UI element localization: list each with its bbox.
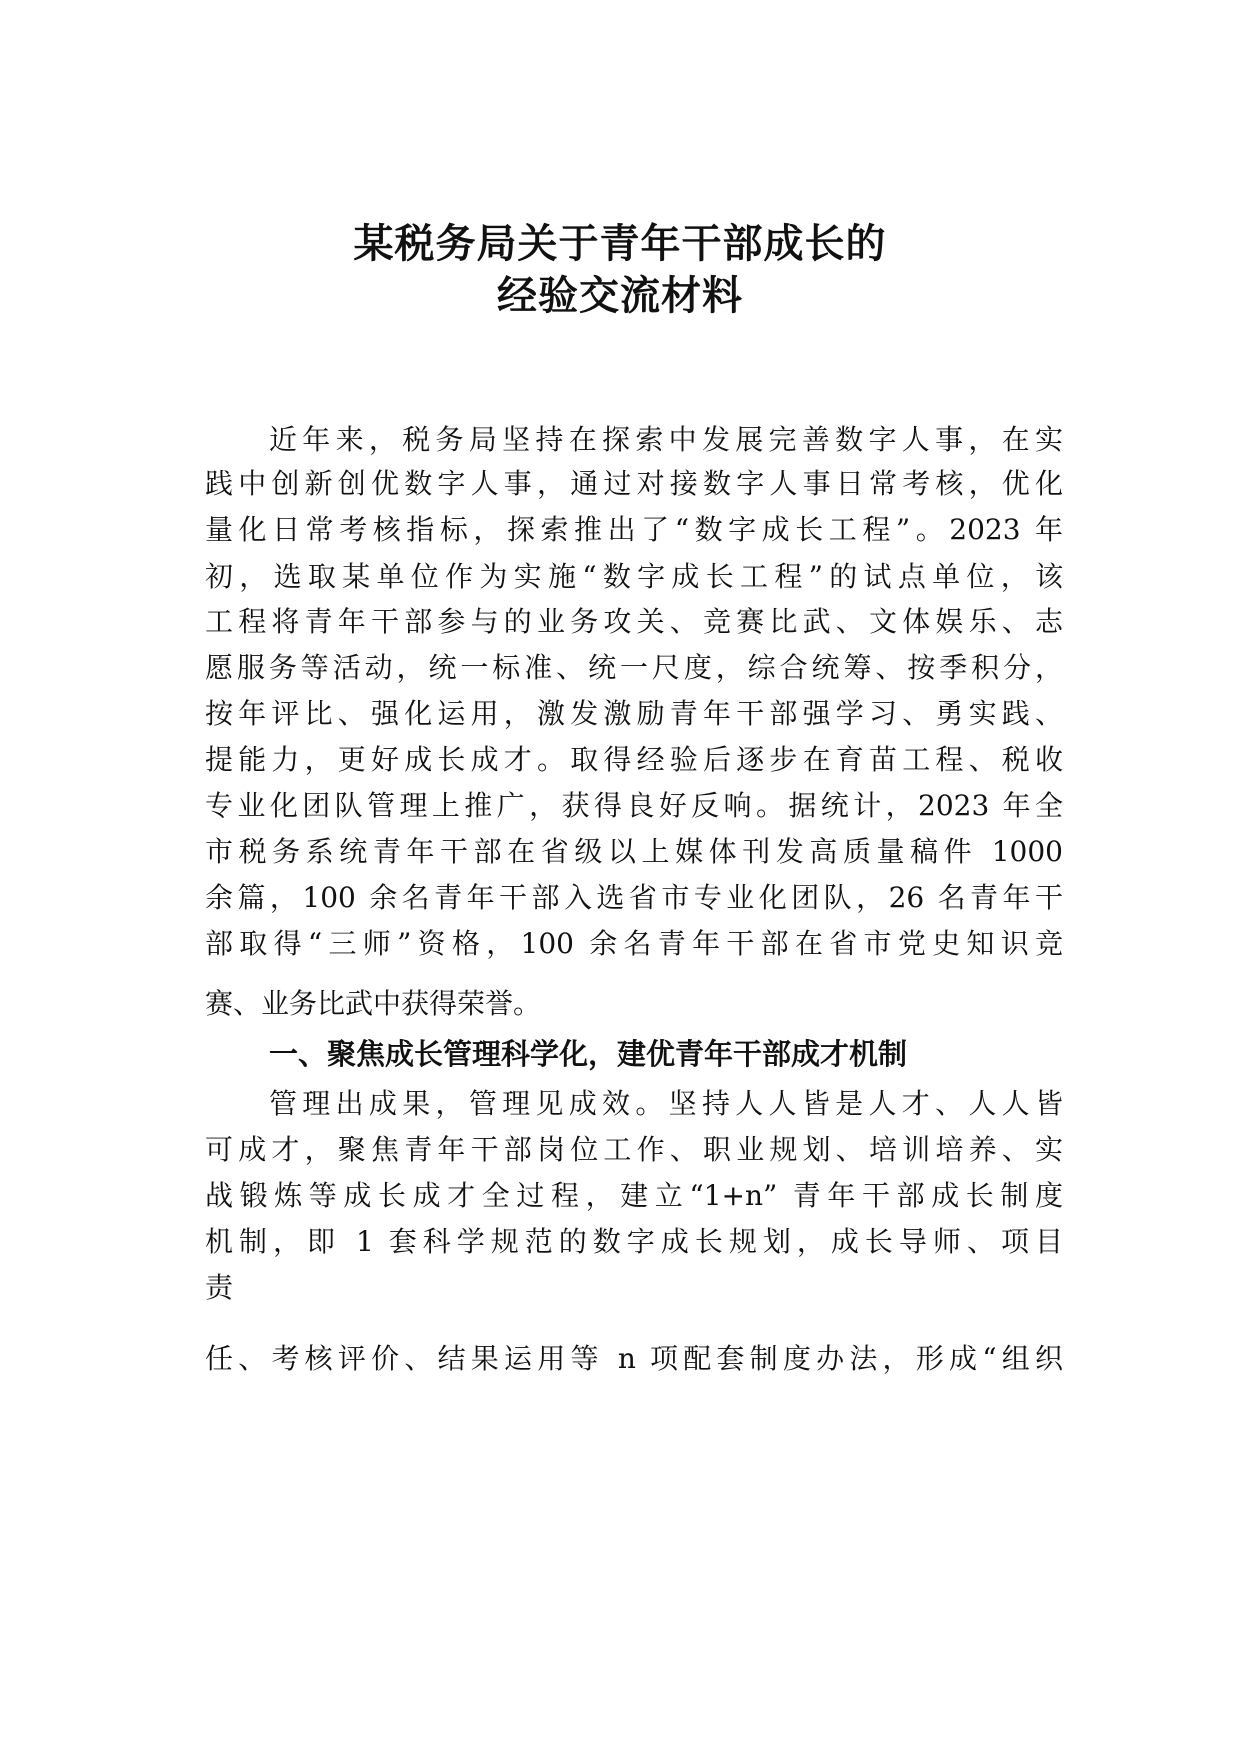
paragraph-line: 量化日常考核指标，探索推出了“数字成长工程”。2023 年 [205,513,1063,546]
section-heading: 一、聚焦成长管理科学化，建优青年干部成才机制 [269,1037,908,1071]
paragraph-line: 践中创新创优数字人事，通过对接数字人事日常考核，优化 [205,467,1063,500]
paragraph-line: 部取得“三师”资格，100 余名青年干部在省市党史知识竞 [205,927,1063,960]
paragraph-line: 责 [205,1271,234,1304]
paragraph-line: 工程将青年干部参与的业务攻关、竞赛比武、文体娱乐、志 [205,605,1063,638]
document-title-line-1: 某税务局关于青年干部成长的 [353,221,887,267]
paragraph-line: 战锻炼等成长成才全过程，建立“1+n” 青年干部成长制度 [205,1179,1063,1212]
paragraph-line: 管理出成果，管理见成效。坚持人人皆是人才、人人皆 [269,1087,1063,1120]
paragraph-line: 任、考核评价、结果运用等 n 项配套制度办法，形成“组织 [205,1342,1063,1375]
paragraph-line: 市税务系统青年干部在省级以上媒体刊发高质量稿件 1000 [205,835,1063,868]
paragraph-line: 赛、业务比武中获得荣誉。 [205,987,542,1020]
paragraph-line: 提能力，更好成长成才。取得经验后逐步在育苗工程、税收 [205,743,1063,776]
paragraph-line: 按年评比、强化运用，激发激励青年干部强学习、勇实践、 [205,697,1063,730]
paragraph-line: 专业化团队管理上推广，获得良好反响。据统计，2023 年全 [205,789,1063,822]
paragraph-line: 愿服务等活动，统一标准、统一尺度，综合统筹、按季积分， [205,651,1063,684]
document-title-line-2: 经验交流材料 [497,273,743,319]
paragraph-line: 近年来，税务局坚持在探索中发展完善数字人事，在实 [269,423,1063,456]
paragraph-line: 余篇，100 余名青年干部入选省市专业化团队，26 名青年干 [205,881,1063,914]
paragraph-line: 可成才，聚焦青年干部岗位工作、职业规划、培训培养、实 [205,1133,1063,1166]
paragraph-line: 初，选取某单位作为实施“数字成长工程”的试点单位，该 [205,560,1063,593]
paragraph-line: 机制，即 1 套科学规范的数字成长规划，成长导师、项目 [205,1225,1063,1258]
